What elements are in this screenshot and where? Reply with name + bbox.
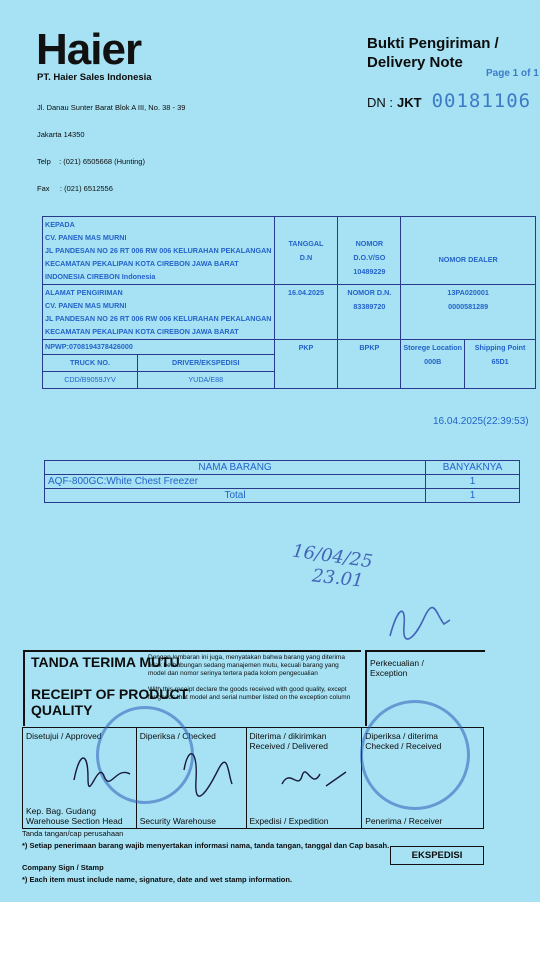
item-qty: 1 <box>426 475 520 489</box>
pkp-cell <box>274 340 338 389</box>
document-title <box>367 34 499 72</box>
nomor-value: 10489229 <box>353 267 386 276</box>
dn-number-row <box>367 90 531 112</box>
receipt-text-en: With this receipt declare the goods received with good quality, except for goods that model and serial number listed on the exception column <box>148 686 351 701</box>
address-line: Jl. Danau Sunter Barat Blok A III, No. 38 - 39 <box>37 103 186 112</box>
total-label: Total <box>45 489 426 503</box>
nomor-sub: D.O.V/SO <box>353 253 386 262</box>
col-qty-header: BANYAKNYA <box>426 461 520 475</box>
recipient-address: JL PANDESAN NO 26 RT 006 RW 006 KELURAHAN PEKALANGAN <box>45 246 272 255</box>
recipient-cell <box>43 217 275 285</box>
ekspedisi-box: EKSPEDISI <box>390 846 484 865</box>
dealer-label: NOMOR DEALER <box>438 255 498 264</box>
receipt-title-en-line: RECEIPT OF PRODUCT <box>31 686 189 702</box>
shipping-point-label: Shipping Point <box>474 343 526 352</box>
nomor-label: NOMOR <box>355 239 384 248</box>
shipping-cell <box>43 285 275 340</box>
receipt-title-en-line: QUALITY <box>31 702 93 718</box>
total-row <box>45 489 520 503</box>
approved-role: Kep. Bag. Gudang Warehouse Section Head <box>26 806 123 826</box>
driver-value: YUDA/E88 <box>188 375 224 384</box>
shipping-point-value: 65D1 <box>491 357 509 366</box>
receipt-text-id: Dengan lembaran ini juga, menyatakan bahwa barang yang diterima tidak berhubungan sedang manajemen mutu, kecuali barang yang model dan nomor serinya tertera pada kolom pengecualian <box>148 654 345 677</box>
item-name: AQF-800GC:White Chest Freezer <box>45 475 426 489</box>
pkp-label: PKP <box>298 343 314 352</box>
checked-label: Diperiksa / Checked <box>139 731 216 741</box>
received-role: Expedisi / Expedition <box>249 816 329 826</box>
checked-received-label: Diperiksa / diterima Checked / Received <box>365 731 442 751</box>
recipient-label: KEPADA <box>45 220 75 229</box>
ship-date-cell <box>274 285 338 340</box>
approved-signature <box>70 740 140 800</box>
page-indicator: Page 1 of 1 <box>486 68 539 79</box>
npwp: NPWP:0708194378426000 <box>43 340 274 355</box>
note-id: *) Setiap penerimaan barang wajib menyertakan informasi nama, tanda tangan, tanggal dan Cap basah. <box>22 841 390 850</box>
table-row <box>45 475 520 489</box>
delivery-details-table <box>42 216 536 389</box>
checked-role: Security Warehouse <box>139 816 216 826</box>
shipping-address: KECAMATAN PEKALIPAN KOTA CIREBON JAWA BARAT <box>45 327 239 336</box>
dealer-number: 0000581289 <box>448 302 489 311</box>
nomor-cell <box>338 217 401 285</box>
haier-logo: Haier <box>36 25 142 74</box>
phone-line: Telp : (021) 6505668 (Hunting) <box>37 157 145 166</box>
dn-label: DN : <box>367 95 393 110</box>
tanggal-sub: D.N <box>299 253 313 262</box>
storage-value: 000B <box>424 357 442 366</box>
sign-label: Tanda tangan/cap perusahaan <box>22 829 124 838</box>
dealer-number: 13PA020001 <box>447 288 489 297</box>
address-line: Jakarta 14350 <box>37 130 85 139</box>
received-signature <box>276 760 356 810</box>
shipping-address: JL PANDESAN NO 26 RT 006 RW 006 KELURAHAN PEKALANGAN <box>45 314 272 323</box>
driver-label: DRIVER/EKSPEDISI <box>138 355 274 372</box>
checked-signature <box>178 740 238 800</box>
tanggal-cell <box>274 217 338 285</box>
handwritten-date: 16/04/25 <box>290 540 374 573</box>
receipt-title-id: TANDA TERIMA MUTU <box>31 654 180 670</box>
truck-label: TRUCK NO. <box>43 355 138 372</box>
company-sign-label: Company Sign / Stamp <box>22 863 104 872</box>
company-address <box>37 85 185 211</box>
storage-cell <box>401 340 465 389</box>
items-table <box>44 460 520 503</box>
print-timestamp: 16.04.2025(22:39:53) <box>433 416 529 427</box>
shipping-name: CV. PANEN MAS MURNI <box>45 301 127 310</box>
recipient-name: CV. PANEN MAS MURNI <box>45 233 127 242</box>
tanggal-label: TANGGAL <box>288 239 324 248</box>
recipient-address: KECAMATAN PEKALIPAN KOTA CIREBON JAWA BARAT <box>45 259 239 268</box>
shipping-label: ALAMAT PENGIRIMAN <box>45 288 123 297</box>
receiver-role: Penerima / Receiver <box>365 816 443 826</box>
ship-date: 16.04.2025 <box>287 288 324 297</box>
recipient-address: INDONESIA CIREBON Indonesia <box>45 272 156 281</box>
truck-number: CDD/B9059JYV <box>43 372 138 389</box>
note-en: *) Each item must include name, signature, date and wet stamp information. <box>22 875 293 884</box>
fax-line: Fax : (021) 6512556 <box>37 184 113 193</box>
title-line-id: Bukti Pengiriman / <box>367 35 499 52</box>
dealer-cell <box>401 217 536 285</box>
shipping-point-cell <box>465 340 536 389</box>
bpkp-label: BPKP <box>359 343 380 352</box>
dn-prefix: JKT <box>397 95 422 110</box>
approved-label: Disetujui / Approved <box>26 731 102 741</box>
dn-number: 00181106 <box>431 90 532 112</box>
handwritten-signature <box>384 596 454 646</box>
npwp-cell <box>43 340 275 389</box>
dn-no-label: NOMOR D.N. <box>347 288 392 297</box>
company-stamp <box>360 700 470 810</box>
total-qty: 1 <box>426 489 520 503</box>
handwritten-time: 23.01 <box>311 565 365 592</box>
exception-label: Perkecualian / Exception <box>370 658 424 678</box>
dn-no-value: 83389720 <box>353 302 386 311</box>
dn-no-cell <box>338 285 401 340</box>
received-label: Diterima / dikirimkan Received / Delivered <box>249 731 328 751</box>
storage-label: Storege Location <box>403 343 463 352</box>
company-name: PT. Haier Sales Indonesia <box>37 72 152 83</box>
col-name-header: NAMA BARANG <box>45 461 426 475</box>
dealer-no-cell <box>401 285 536 340</box>
bpkp-cell <box>338 340 401 389</box>
title-line-en: Delivery Note <box>367 54 463 71</box>
